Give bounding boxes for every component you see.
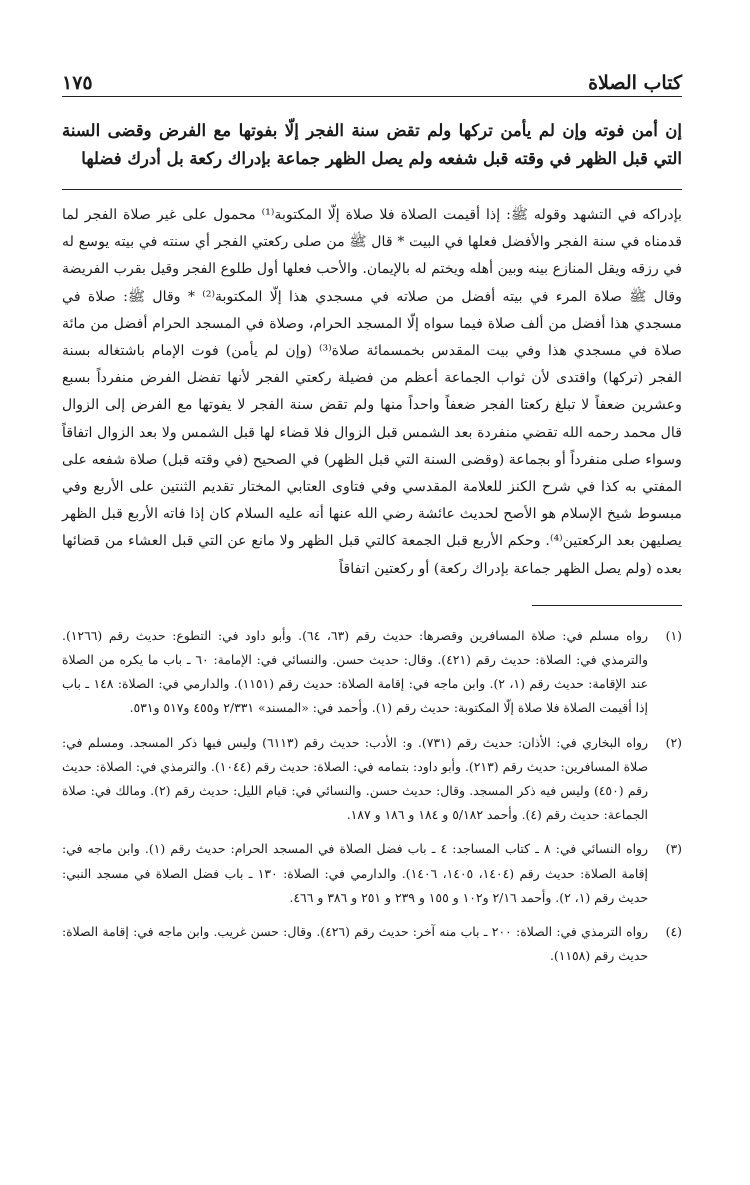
footnote-number: (٤)	[665, 924, 682, 940]
footnote-text: رواه البخاري في: الأذان: حديث رقم (٧٣١). و: الأدب: حديث رقم (٦١١٣) وليس فيها ذكر المسجد. ومسلم في: صلاة المسافرين: حديث رقم (٢١٣). وأبو داود: بتمامه في: الصلاة: حديث رقم (١٠٤٤). والترمذي في: الصلاة: حديث رقم (٤٥٠) وليس فيه ذكر المسجد. وقال: حديث حسن. والنسائي في: قيام الليل: حديث رقم (٢). ومالك في: صلاة الجماعة: حديث رقم (٤). وأحمد ٥/١٨٢ و ١٨٤ و ١٨٦ و ١٨٧.	[62, 734, 648, 823]
main-text-paragraph: إن أمن فوته وإن لم يأمن تركها ولم تقض سنة الفجر إلّا بفوتها مع الفرض وقضى السنة التي قبل الظهر في وقته قبل شفعه ولم يصل الظهر جماعة بإدراك ركعة بل أدرك فضلها	[62, 121, 682, 168]
footnote-number: (٢)	[665, 734, 682, 750]
footnote-text: رواه مسلم في: صلاة المسافرين وقصرها: حديث رقم (٦٣، ٦٤). وأبو داود في: التطوع: حديث رقم (١٢٦٦). والترمذي في: الصلاة: حديث رقم (٤٢١). وقال: حديث حسن. والنسائي في: الإمامة: ٦٠ ـ باب ما يكره من الصلاة عند الإقامة: حديث رقم (١، ٢). وابن ماجه في: إقامة الصلاة: حديث رقم (١١٥١). والدارمي في: الصلاة: ١٤٨ ـ باب إذا أقيمت الصلاة فلا صلاة إلّا المكتوبة: حديث رقم (١). وأحمد في: «المسند» ٢/٣٣١ و٤٥٥ و٥١٧ و٥٣١.	[62, 627, 648, 716]
running-title: كتاب الصلاة	[588, 72, 682, 94]
footnote-number: (٣)	[665, 841, 682, 857]
footnote-rule	[532, 605, 682, 606]
book-page	[62, 60, 682, 978]
footnote-text: رواه الترمذي في: الصلاة: ٢٠٠ ـ باب منه آخر: حديث رقم (٤٢٦). وقال: حسن غريب. وابن ماجه في: إقامة الصلاة: حديث رقم (١١٥٨).	[62, 924, 648, 964]
footnote-text: رواه النسائي في: ٨ ـ كتاب المساجد: ٤ ـ باب فضل الصلاة في المسجد الحرام: حديث رقم (١). وابن ماجه في: إقامة الصلاة: حديث رقم (١٤٠٤، ١٤٠٥، ١٤٠٦). والدارمي في: الصلاة: ١٣٠ ـ باب فضل الصلاة في مسجد النبي: حديث رقم (١، ٢). وأحمد ٢/١٦ و١٠٢ و ١٥٥ و ٢٣٩ و ٢٥١ و ٣٨٦ و ٤٦٦.	[62, 841, 648, 905]
page-number: ١٧٥	[62, 72, 93, 94]
footnote-2	[62, 731, 682, 828]
footnote-1	[62, 624, 682, 721]
footnote-4	[62, 920, 682, 968]
commentary	[62, 202, 682, 583]
footnotes	[62, 624, 682, 969]
text-separator	[62, 189, 682, 190]
main-text	[62, 117, 682, 173]
footnote-3	[62, 837, 682, 910]
footnote-number: (١)	[665, 627, 682, 643]
commentary-paragraph: بإدراكه في التشهد وقوله ﷺ: إذا أقيمت الصلاة فلا صلاة إلّا المكتوبة⁽¹⁾ محمول على غير صلاة الفجر لما قدمناه في سنة الفجر والأفضل فعلها في البيت * قال ﷺ من صلى ركعتي الفجر أي سنته في بيته يوسع له في رزقه ويقل المنازع بينه وبين أهله ويختم له بالإيمان. والأحب فعلها أول طلوع الفجر وقيل بقرب الفريضة وقال ﷺ صلاة المرء في بيته أفضل من صلاته في مسجدي هذا إلّا المكتوبة⁽²⁾ * وقال ﷺ: صلاة في مسجدي هذا أفضل من ألف صلاة فيما سواه إلّا المسجد الحرام، وصلاة في المسجد الحرام أفضل من مائة صلاة في مسجدي هذا وفي بيت المقدس بخمسمائة صلاة⁽³⁾ (وإن لم يأمن) فوت الإمام باشتغاله بسنة الفجر (تركها) واقتدى لأن ثواب الجماعة أعظم من فضيلة ركعتي الفجر لأنها تفضل الفرض منفرداً بسبع وعشرين ضعفاً لا تبلغ ركعتا الفجر ضعفاً واحداً منها ولم تقض سنة الفجر لا يفوتها مع الفرض إلى الزوال قال محمد رحمه الله تقضي منفردة بعد الشمس قبل الزوال فلا قضاء لها قبل الشمس ولا بعد الزوال اتفاقاً وسواء صلى منفرداً أو بجماعة (وقضى السنة التي قبل الظهر) في الصحيح (في وقته قبل) صلاة شفعه على المفتي به كذا في شرح الكنز للعلامة المقدسي وفي فتاوى العتابي المختار تقديم الثنتين على الأربع وفي مبسوط شيخ الإسلام هو الأصح لحديث عائشة رضي الله عنها أنه عليه السلام كان إذا فاته الأربع قبل الظهر يصليهن بعد الركعتين⁽⁴⁾. وحكم الأربع قبل الجمعة كالتي قبل الظهر ولا مانع عن التي قبل العشاء من قضائها بعده (ولم يصل الظهر جماعة بإدراك ركعة) أو ركعتين اتفاقاً	[62, 207, 683, 577]
page-header	[62, 60, 682, 97]
